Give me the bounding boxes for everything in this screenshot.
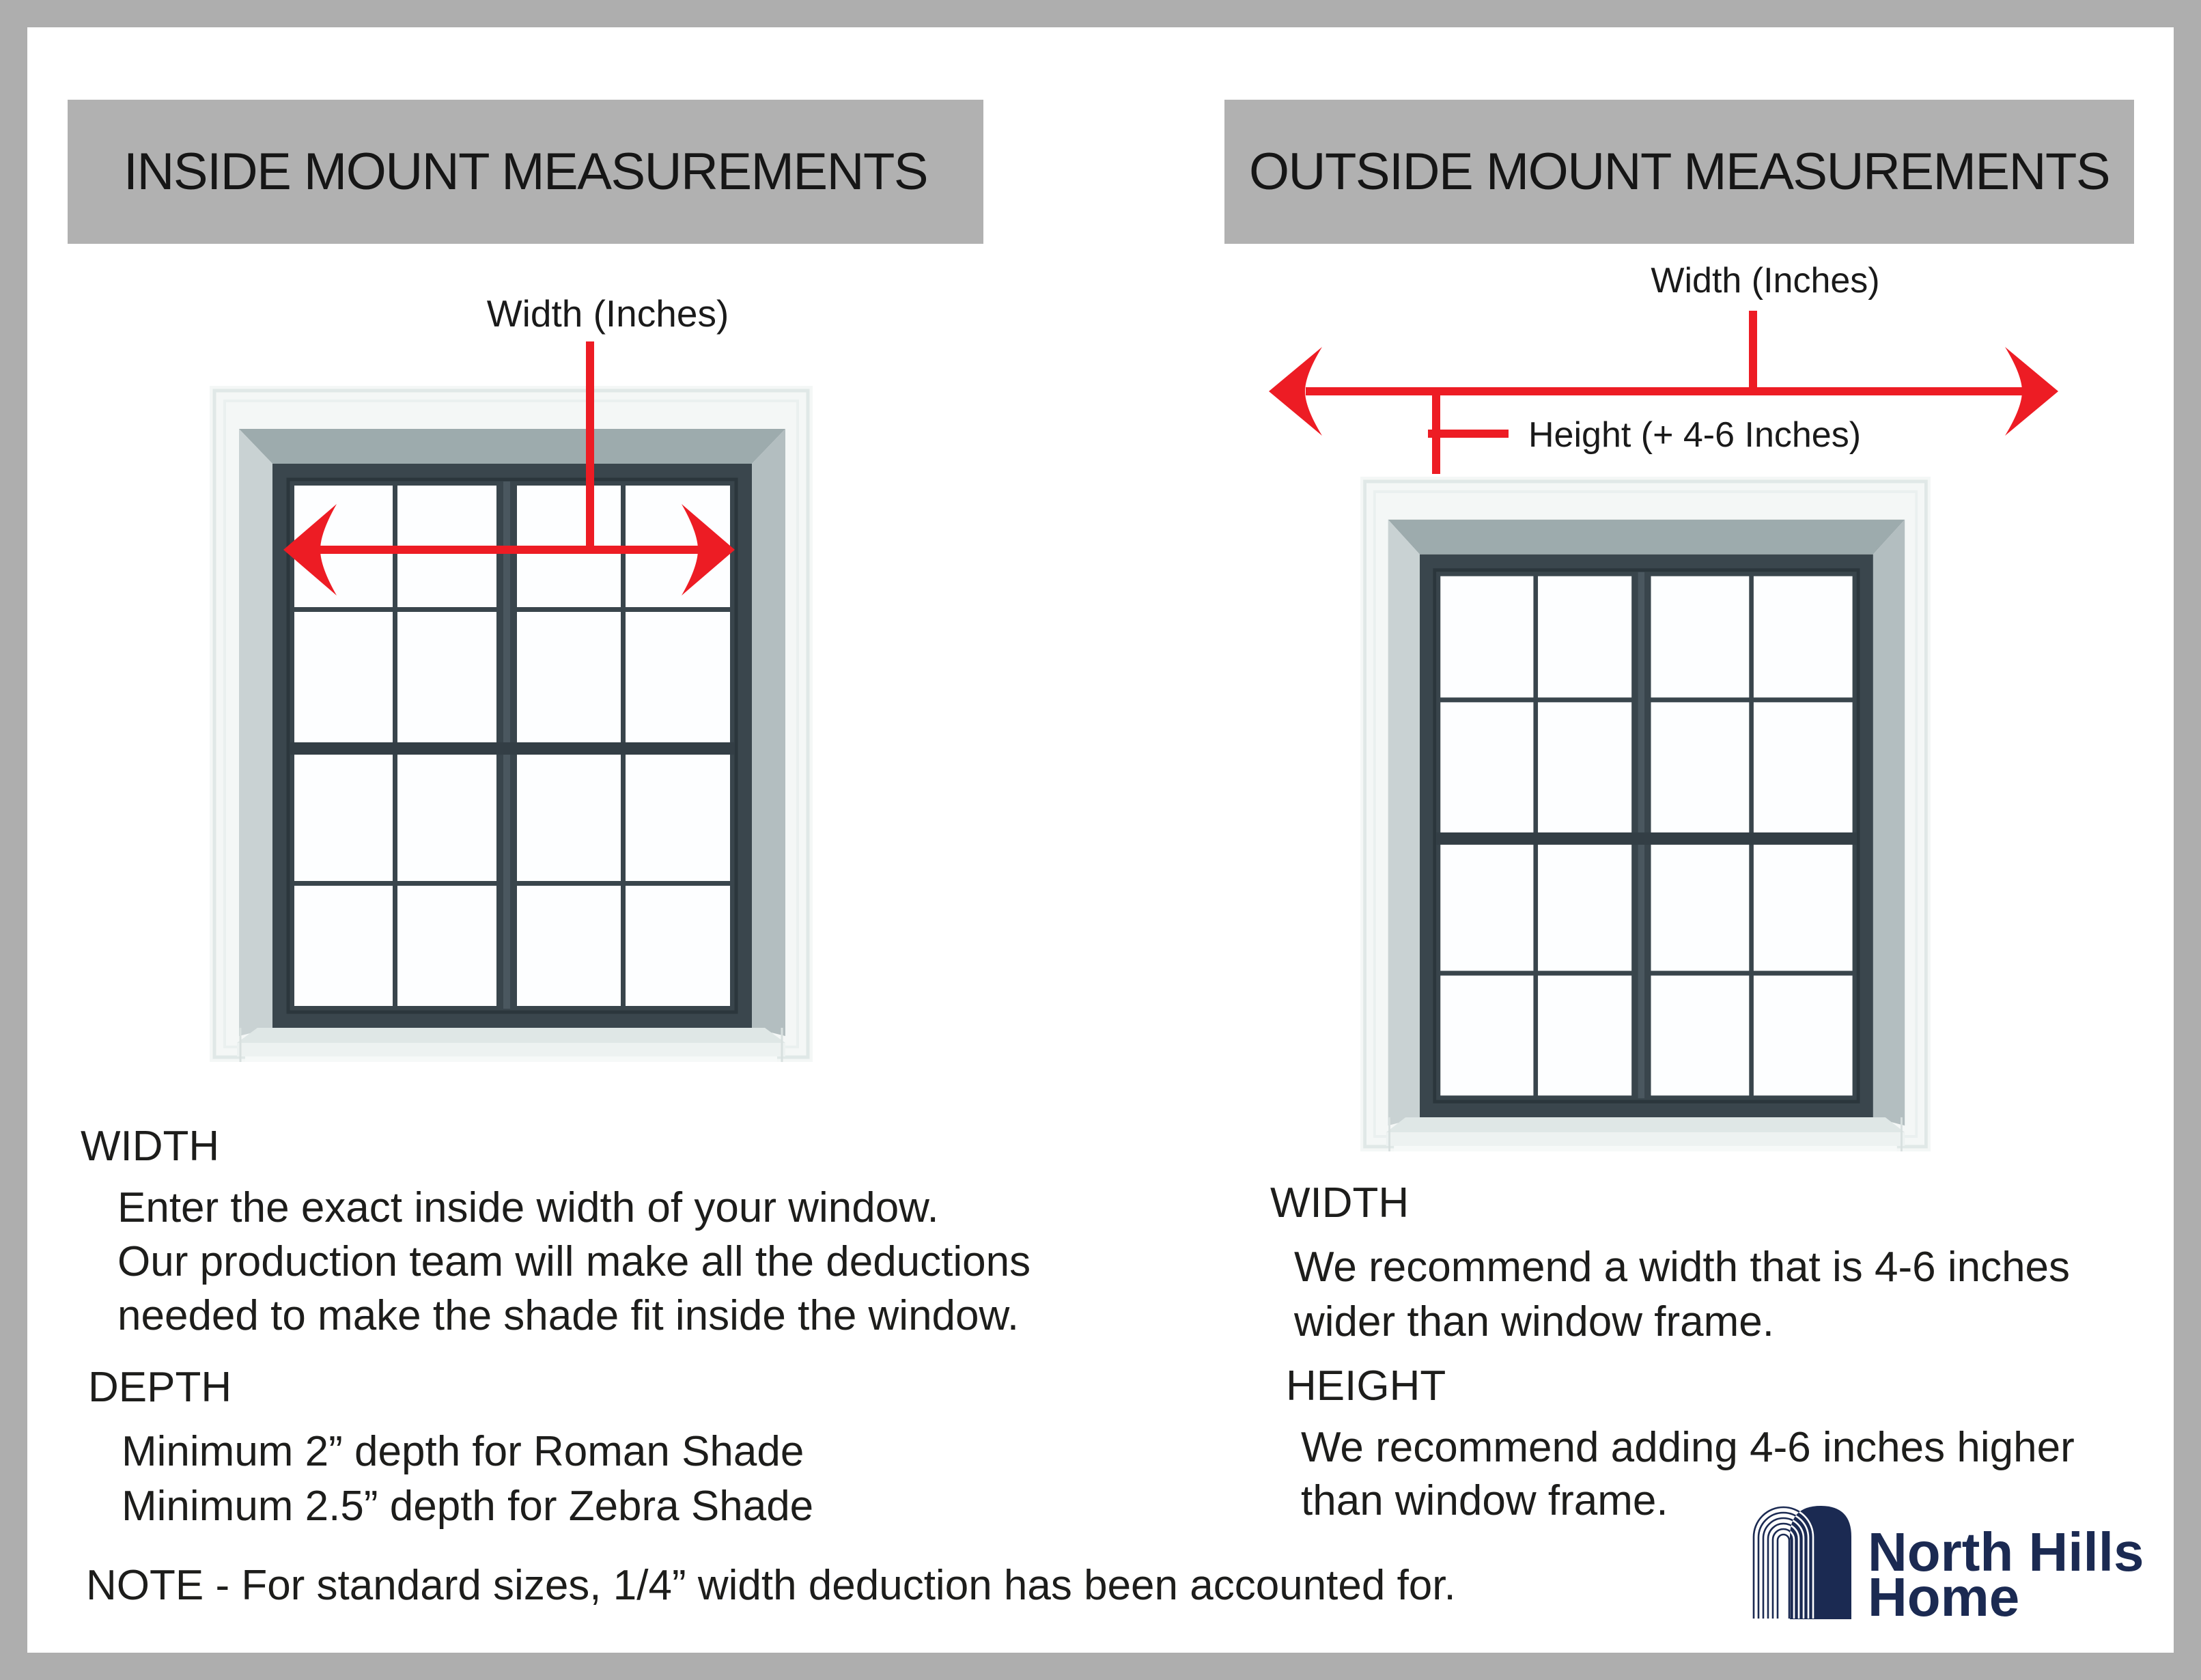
- height-line-2: than window frame.: [1301, 1477, 1668, 1524]
- note-text: NOTE - For standard sizes, 1/4” width deduction has been accounted for.: [86, 1562, 1456, 1609]
- north-hills-arch-icon: [1750, 1505, 1854, 1623]
- depth-section-heading: DEPTH: [88, 1364, 232, 1411]
- outside-width-section-heading: WIDTH: [1270, 1179, 1410, 1227]
- inside-mount-window-illustration: [210, 386, 813, 1062]
- height-section-heading: HEIGHT: [1286, 1362, 1446, 1410]
- outside-height-leader-line: [1432, 391, 1440, 474]
- outside-width-label: Width (Inches): [1651, 261, 1880, 300]
- outside-height-label: Height (+ 4-6 Inches): [1528, 415, 1862, 455]
- inside-width-section-body: [117, 1181, 1031, 1343]
- outside-mount-header: [1224, 100, 2134, 244]
- brand-wordmark: [1868, 1522, 2144, 1627]
- outside-width-line-2: wider than window frame.: [1294, 1298, 1774, 1345]
- outside-width-line-1: We recommend a width that is 4-6 inches: [1294, 1244, 2071, 1291]
- inside-mount-header: [68, 100, 983, 244]
- inside-mount-title: INSIDE MOUNT MEASUREMENTS: [123, 143, 928, 201]
- depth-line-2: Minimum 2.5” depth for Zebra Shade: [122, 1483, 814, 1530]
- height-line-1: We recommend adding 4-6 inches higher: [1301, 1424, 2075, 1471]
- height-section-body: [1301, 1421, 2075, 1528]
- inside-width-label: Width (Inches): [486, 292, 729, 335]
- brand-line-1: North Hills: [1868, 1522, 2144, 1582]
- brand-line-2: Home: [1868, 1567, 2020, 1627]
- outside-width-leader-line: [1749, 311, 1757, 395]
- inside-width-section-heading: WIDTH: [81, 1123, 220, 1170]
- outside-height-tick: [1428, 430, 1509, 438]
- inside-width-line-2: Our production team will make all the deductions: [117, 1238, 1031, 1285]
- depth-line-1: Minimum 2” depth for Roman Shade: [122, 1428, 804, 1475]
- depth-section-body: [122, 1425, 813, 1534]
- outside-mount-title: OUTSIDE MOUNT MEASUREMENTS: [1248, 143, 2110, 201]
- inside-width-line-1: Enter the exact inside width of your window.: [117, 1184, 939, 1231]
- outside-width-section-body: [1294, 1240, 2070, 1349]
- outside-width-arrow-shaft: [1306, 387, 2024, 395]
- inside-width-line-3: needed to make the shade fit inside the window.: [117, 1292, 1020, 1339]
- outside-width-arrowhead-right: [2005, 347, 2058, 436]
- outside-width-arrowhead-left: [1269, 347, 1322, 436]
- outside-mount-window-illustration: [1360, 477, 1931, 1151]
